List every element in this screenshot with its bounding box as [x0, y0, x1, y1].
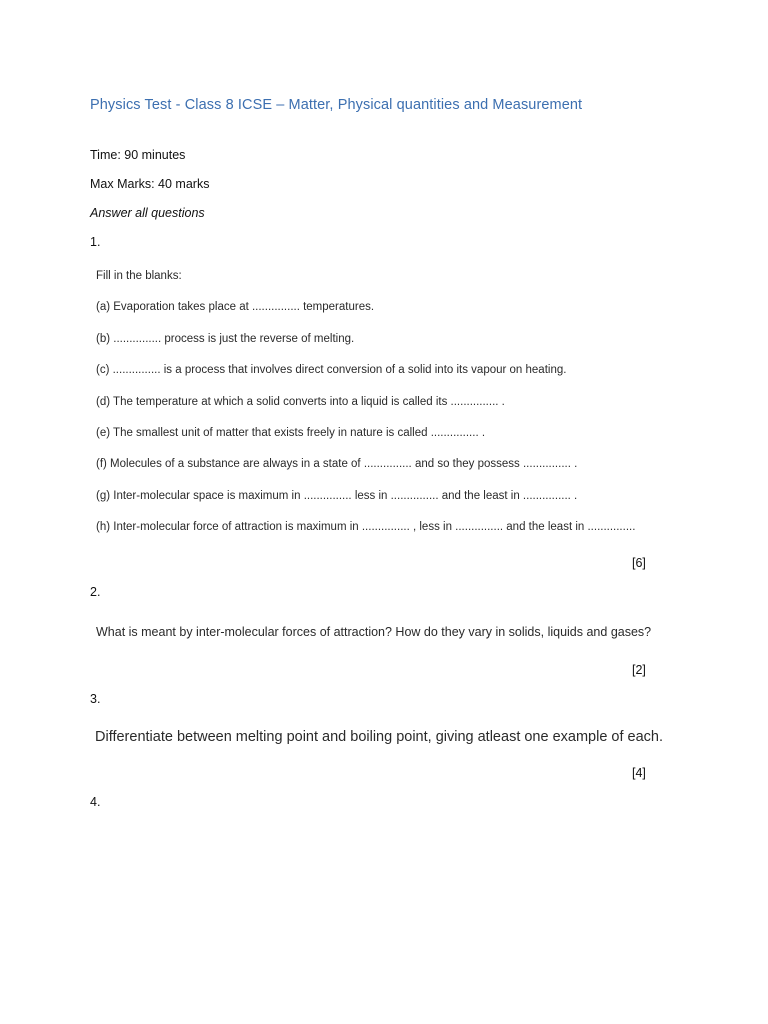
question-1-number: 1. — [90, 235, 101, 249]
question-1-part-f: (f) Molecules of a substance are always in a state of ............... and so they possess ............... . — [96, 458, 578, 470]
question-1-part-a: (a) Evaporation takes place at ............... temperatures. — [96, 301, 375, 313]
question-1-part-e: (e) The smallest unit of matter that exists freely in nature is called ............... . — [96, 427, 486, 439]
question-1-part-b: (b) ............... process is just the reverse of melting. — [96, 333, 355, 345]
max-marks-line: Max Marks: 40 marks — [90, 177, 210, 191]
question-1-part-g: (g) Inter-molecular space is maximum in ............... less in ............... and the least in ............... . — [96, 490, 578, 502]
question-3-number: 3. — [90, 692, 101, 706]
question-3-marks: [4] — [632, 766, 646, 780]
document-title: Physics Test - Class 8 ICSE – Matter, Physical quantities and Measurement — [90, 97, 583, 113]
question-1-part-c: (c) ............... is a process that involves direct conversion of a solid into its vapour on heating. — [96, 364, 567, 376]
question-2-marks: [2] — [632, 663, 646, 677]
instruction-line: Answer all questions — [90, 206, 205, 220]
question-4-number: 4. — [90, 795, 101, 809]
question-1-part-h: (h) Inter-molecular force of attraction is maximum in ............... , less in ............... and the least in ............... — [96, 521, 636, 533]
question-2-number: 2. — [90, 585, 101, 599]
time-line: Time: 90 minutes — [90, 148, 186, 162]
question-1-heading: Fill in the blanks: — [96, 270, 182, 282]
question-1-marks: [6] — [632, 556, 646, 570]
question-1-part-d: (d) The temperature at which a solid converts into a liquid is called its ............... . — [96, 396, 505, 408]
question-2-text: What is meant by inter-molecular forces of attraction? How do they vary in solids, liquids and gases? — [96, 625, 652, 639]
question-3-text: Differentiate between melting point and boiling point, giving atleast one example of each. — [95, 729, 664, 745]
